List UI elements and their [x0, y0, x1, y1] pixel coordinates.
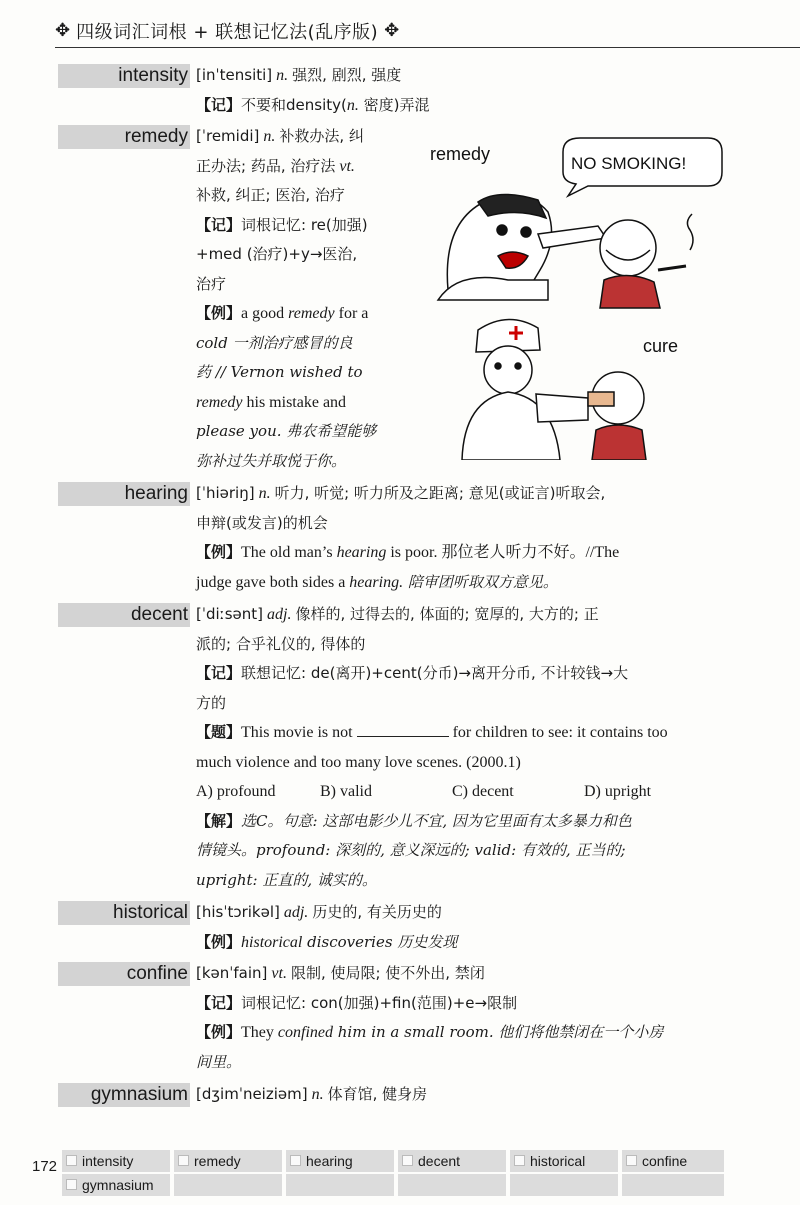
checklist-item[interactable]: intensity — [62, 1150, 170, 1172]
entry-confine: [kənˈfain] vt. 限制, 使局限; 使不外出, 禁闭 【记】词根记忆: con(加强)+fin(范围)+e→限制 【例】They confined him in a small room. 他们将他禁闭在一个小房 间里。 — [196, 964, 664, 1071]
entry-remedy: [ˈremidi] n. 补救办法, 纠 正办法; 药品, 治疗法 vt. 补救, 纠正; 医治, 治疗 【记】词根记忆: re(加强) +med (治疗)+y→医治, 治疗 【例】a good remedy for a cold 一剂治疗感冒的良 药 // Vernon wished to remedy his mistake and please you. 弗农希望能够 弥补过失并取悦于你。 — [196, 127, 377, 470]
page-number: 172 — [32, 1158, 58, 1175]
entry-historical: [hisˈtɔrikəl] adj. 历史的, 有关历史的 【例】historical discoveries 历史发现 — [196, 903, 458, 951]
doctor-figure — [462, 319, 588, 460]
entry-hearing: [ˈhiəriŋ] n. 听力, 听觉; 听力所及之距离; 意见(或证言)听取会, 申辩(或发言)的机会 【例】The old man’s hearing is poor. 那位老人听力不好。//The judge gave both sides a hearing. 陪审团听取双方意见。 — [196, 484, 620, 591]
speech-bubble — [563, 138, 722, 196]
headword-intensity: intensity — [58, 64, 190, 88]
headword-gymnasium: gymnasium — [58, 1083, 190, 1107]
illus-label-cure: cure — [643, 336, 679, 356]
answer-blank — [357, 722, 449, 737]
checklist-empty-cell — [398, 1174, 506, 1196]
headword-remedy: remedy — [58, 125, 190, 149]
checklist-empty-cell — [622, 1174, 724, 1196]
entry-gymnasium: [dʒimˈneiziəm] n. 体育馆, 健身房 — [196, 1085, 428, 1103]
entry-intensity: [inˈtensiti] n. 强烈, 剧烈, 强度 【记】不要和density(n. 密度)弄混 — [196, 66, 430, 114]
checklist-item[interactable]: historical — [510, 1150, 618, 1172]
checklist-item[interactable]: decent — [398, 1150, 506, 1172]
checklist-item[interactable]: hearing — [286, 1150, 394, 1172]
cartoon-illustration — [428, 130, 728, 460]
checklist-item[interactable]: confine — [622, 1150, 724, 1172]
review-checklist — [62, 1150, 724, 1196]
diamond-arrows-icon: ✥ — [55, 20, 71, 41]
checklist-item[interactable]: gymnasium — [62, 1174, 170, 1196]
header-rule — [55, 47, 800, 48]
headword-historical: historical — [58, 901, 190, 925]
headword-hearing: hearing — [58, 482, 190, 506]
checklist-empty-cell — [286, 1174, 394, 1196]
angry-man-figure — [438, 194, 606, 300]
headword-confine: confine — [58, 962, 190, 986]
checklist-item[interactable]: remedy — [174, 1150, 282, 1172]
bubble-text: NO SMOKING! — [571, 154, 687, 173]
illus-label-remedy: remedy — [430, 144, 491, 164]
running-header — [55, 16, 795, 46]
header-title: 四级词汇词根 + 联想记忆法(乱序版) — [76, 22, 379, 43]
checklist-empty-cell — [174, 1174, 282, 1196]
entry-decent: [ˈdiːsənt] adj. 像样的, 过得去的, 体面的; 宽厚的, 大方的; 正 派的; 合乎礼仪的, 得体的 【记】联想记忆: de(离开)+cent(分币)→离开分币, 不计较钱→大 方的 【题】This movie is not for children to see: it contains too much violence and too many love scenes. (2000.1) A) profound B) valid C) decent D) upright 【解】选C。句意: 这部电影少儿不宜, 因为它里面有太多暴力和色 情镜头。profound: 深刻的, 意义深远的; valid: 有效的, 正当的; upright: 正直的, 诚实的。 — [196, 605, 668, 889]
diamond-arrows-icon: ✥ — [384, 20, 400, 41]
sick-boy-figure — [588, 372, 646, 460]
headword-decent: decent — [58, 603, 190, 627]
checklist-empty-cell — [510, 1174, 618, 1196]
crying-boy-figure — [600, 214, 693, 308]
